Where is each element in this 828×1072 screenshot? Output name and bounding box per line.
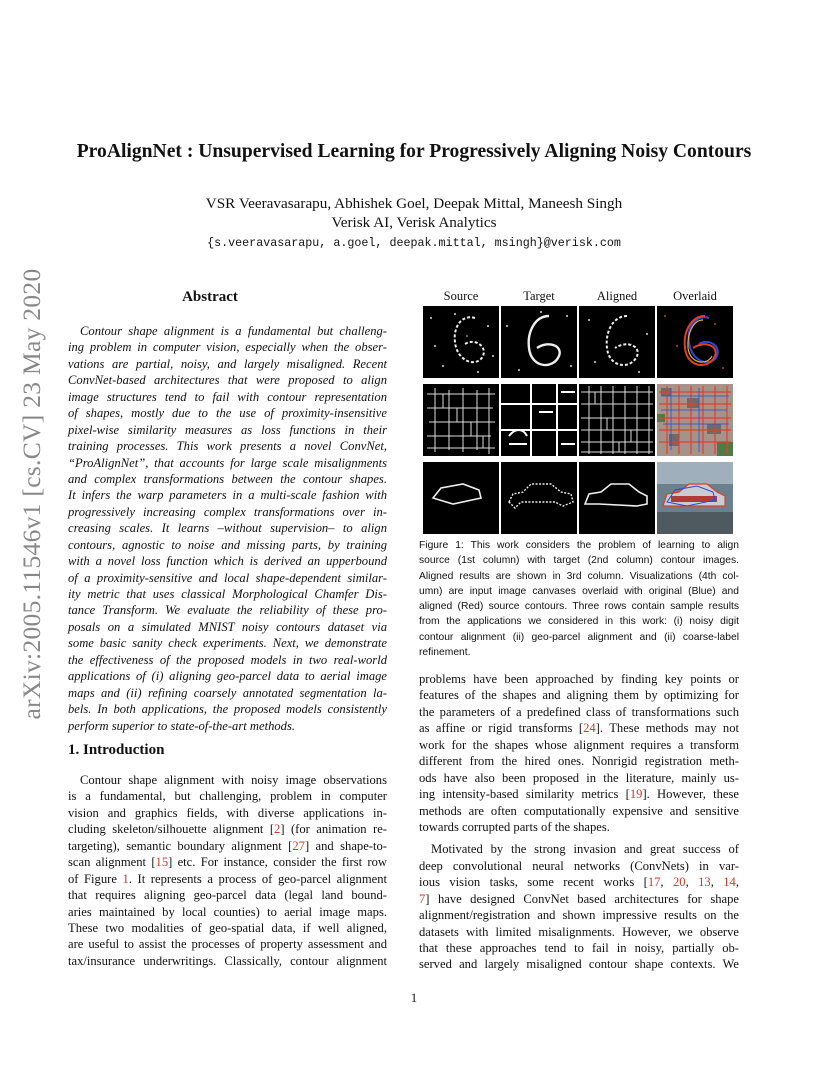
text-line: problems have been approached by finding key points or <box>419 672 739 686</box>
text-line: the effectiveness of the proposed models in two real-world <box>68 652 387 667</box>
text-line: the parameters of a predefined class of transformations such <box>419 704 739 719</box>
car-source-image <box>423 462 499 534</box>
text-line: pixel-wise similarity measures as loss functions in their <box>68 422 387 437</box>
text-line: ConvNet-based architectures that were proposed to align <box>68 373 387 388</box>
text-line: contours, agnostic to noise and missing parts, by training <box>68 537 387 552</box>
figure-1-caption <box>419 538 739 660</box>
text-line: source (1st column) with target (2nd column) contour images. <box>419 555 739 567</box>
text-line: aligned (Red) source contours. Three rows contain sample results <box>419 601 739 613</box>
text-line: refinement. <box>419 647 471 659</box>
text-line: ing problem in computer vision, especially when the obser- <box>68 340 387 355</box>
text-line: ious vision tasks, some recent works [17, 20, 13, 14, <box>419 875 739 890</box>
text-line: contour alignment (ii) geo-parcel alignment and (ii) coarse-label <box>419 631 739 643</box>
text-line: Contour shape alignment with noisy image observations <box>80 773 387 787</box>
text-line: deep convolutional neural networks (ConvNets) in var- <box>419 858 739 873</box>
introduction-body-right-column <box>419 671 739 973</box>
car-target-image <box>501 462 577 534</box>
affiliation: Verisk AI, Verisk Analytics <box>331 214 497 231</box>
digit-aligned-image <box>579 306 655 378</box>
author-list: VSR Veeravasarapu, Abhishek Goel, Deepak Mittal, Maneesh Singh <box>205 195 623 212</box>
parcel-target-image <box>501 384 577 456</box>
text-line: features of the shapes and aligning them by optimizing for <box>419 688 739 703</box>
arxiv-stamp: arXiv:2005.11546v1 [cs.CV] 23 May 2020 <box>17 268 46 720</box>
text-line: training processes. This work presents a novel ConvNet, <box>68 439 387 454</box>
author-emails: {s.veeravasarapu, a.goel, deepak.mittal, msingh}@verisk.com <box>207 236 621 250</box>
text-line: that requires aligning geo-parcel data (legal land bound- <box>68 888 387 903</box>
text-line: progressively increasing complex transformations over in- <box>68 504 387 519</box>
text-line: tax/insurance underwritings. Classically, contour alignment <box>68 953 387 968</box>
text-line: work for the shapes whose alignment requires a transform <box>419 737 739 752</box>
text-line: alignment/registration and shown impressive results on the <box>419 908 739 923</box>
text-line: image structures tend to fail with contour representation <box>68 389 387 404</box>
text-line: ods have also been proposed in the literature, mainly us- <box>419 770 739 785</box>
parcel-aligned-image <box>579 384 655 456</box>
text-line: and complex transformations between the contour shapes. <box>68 471 387 486</box>
text-line: methods are often computationally expensive and sensitive <box>419 803 739 818</box>
figure-column-header: Overlaid <box>673 289 717 303</box>
text-line: “ProAlignNet”, that accounts for large scale misalignments <box>68 455 387 470</box>
text-line: vision and graphics fields, with diverse applications in- <box>68 805 387 820</box>
text-line: creasing scales. It learns –without supervision– to align <box>68 521 387 536</box>
text-line: towards corrupted parts of the shapes. <box>419 819 610 834</box>
text-line: applications of (i) aligning geo-parcel data to aerial image <box>68 669 387 684</box>
text-line: posals on a simulated MNIST noisy contours dataset via <box>68 619 387 634</box>
text-line: are useful to assist the processes of property assessment and <box>68 937 387 952</box>
text-line: ity metric that uses classical Morphological Chamfer Dis- <box>68 587 387 601</box>
text-line: scan alignment [15] etc. For instance, consider the first row <box>68 855 387 870</box>
text-line: perform superior to state-of-the-art methods. <box>68 718 296 733</box>
text-line: with a novel loss function which is derived an upperbound <box>68 554 387 569</box>
paper-title: ProAlignNet : Unsupervised Learning for Progressively Aligning Noisy Contours <box>76 141 752 162</box>
page-number: 1 <box>410 991 418 1005</box>
text-line: served and largely misaligned contour shape contexts. We <box>419 957 739 972</box>
figure-column-header: Source <box>443 289 479 303</box>
text-line: Aligned results are shown in 3rd column. Visualizations (4th col- <box>419 570 739 582</box>
digit-target-image <box>501 306 577 378</box>
text-line: datasets with limited misalignments. However, we observe <box>419 924 739 939</box>
text-line: 7] have designed ConvNet based architectures for shape <box>419 891 739 906</box>
text-line: different from the hired ones. Nonrigid registration meth- <box>419 754 739 769</box>
parcel-overlaid-image <box>657 384 733 456</box>
text-line: Figure 1: This work considers the problem of learning to align <box>419 540 739 551</box>
text-line: from the applications we considered in this work: (i) noisy digit <box>419 616 739 628</box>
text-line: targeting), semantic boundary alignment [27] and shape-to- <box>68 838 387 853</box>
car-aligned-image <box>579 462 655 534</box>
text-line: umn) are input image canvases overlaid with original (Blue) and <box>419 585 739 597</box>
text-line: cluding skeleton/silhouette alignment [2] (for animation re- <box>68 822 387 837</box>
abstract-heading: Abstract <box>182 289 238 305</box>
text-line: of a proximity-sensitive and local shape-dependent similar- <box>68 570 387 585</box>
text-line: of shapes, mostly due to the use of proximity-insensitive <box>68 406 387 421</box>
text-line: It infers the warp parameters in a multi-scale fashion with <box>68 488 387 503</box>
text-line: tance Transform. We evaluate the reliability of these pro- <box>68 603 387 618</box>
text-line: vations are partial, noisy, and largely misaligned. Recent <box>68 356 387 371</box>
parcel-source-image <box>423 384 499 456</box>
text-line: some basic sanity check experiments. Next, we demonstrate <box>68 636 387 651</box>
text-line: Motivated by the strong invasion and great success of <box>431 842 739 857</box>
text-line: ing intensity-based similarity metrics [19]. However, these <box>419 787 739 802</box>
text-line: that these approaches tend to fail in noisy, partially ob- <box>419 941 739 955</box>
figure-column-header: Aligned <box>596 289 638 303</box>
text-line: maps and (ii) refining coarsely annotated segmentation la- <box>68 685 387 700</box>
figure-column-header: Target <box>523 289 555 303</box>
text-line: bels. In both applications, the proposed models consistently <box>68 702 387 717</box>
text-line: is a fundamental, but challenging, problem in computer <box>68 789 387 804</box>
text-line: aries maintained by local counties) to aerial image maps. <box>68 904 387 919</box>
section-heading-introduction: 1. Introduction <box>68 742 165 758</box>
abstract-body <box>68 323 387 734</box>
text-line: as affine or rigid transforms [24]. These methods may not <box>419 721 739 736</box>
digit-overlaid-image <box>657 306 733 378</box>
text-line: These two modalities of geo-spatial data, if well aligned, <box>68 920 387 935</box>
text-line: Contour shape alignment is a fundamental but challeng- <box>80 324 387 338</box>
car-overlaid-image <box>657 462 733 534</box>
text-line: of Figure 1. It represents a process of geo-parcel alignment <box>68 871 388 886</box>
digit-source-image <box>423 306 499 378</box>
introduction-body <box>68 772 387 969</box>
